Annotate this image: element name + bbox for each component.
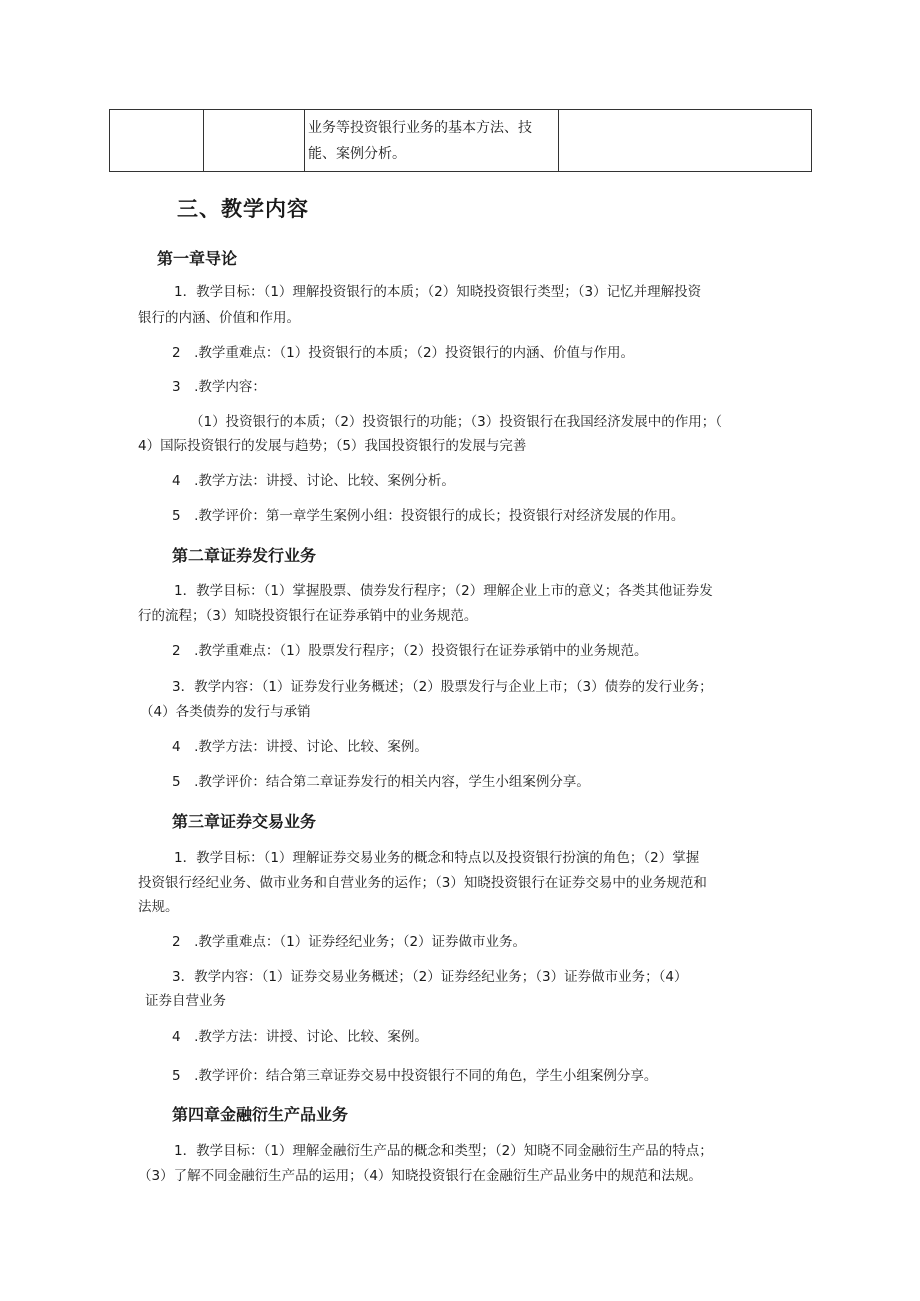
paragraph-line: 法规。: [138, 899, 179, 915]
table-cell: [110, 110, 204, 172]
paragraph-line: 1．教学目标：（1）理解金融衍生产品的概念和类型；（2）知晓不同金融衍生产品的特点；: [174, 1143, 713, 1159]
paragraph-line: 1．教学目标：（1）理解投资银行的本质；（2）知晓投资银行类型；（3）记忆并理解投资: [174, 284, 702, 300]
paragraph-line: 5 .教学评价：第一章学生案例小组：投资银行的成长；投资银行对经济发展的作用。: [172, 508, 685, 524]
paragraph-line: 4 .教学方法：讲授、讨论、比较、案例。: [172, 1029, 428, 1045]
chapter-3-title: 第三章证券交易业务: [172, 812, 317, 831]
paragraph-line: （3）了解不同金融衍生产品的运用；（4）知晓投资银行在金融衍生产品业务中的规范和法规。: [138, 1168, 702, 1184]
paragraph-line: 5 .教学评价：结合第二章证券发行的相关内容，学生小组案例分享。: [172, 774, 590, 790]
paragraph-line: 4 .教学方法：讲授、讨论、比较、案例分析。: [172, 473, 455, 489]
paragraph-line: 3．教学内容：（1）证券发行业务概述；（2）股票发行与企业上市；（3）债券的发行业务；: [172, 679, 713, 695]
table-cell: [204, 110, 305, 172]
chapter-1-title: 第一章导论: [157, 249, 238, 268]
table-cell: [559, 110, 812, 172]
paragraph-line: 1．教学目标：（1）掌握股票、债券发行程序；（2）理解企业上市的意义；各类其他证券发: [174, 583, 713, 599]
paragraph-line: 投资银行经纪业务、做市业务和自营业务的运作；（3）知晓投资银行在证券交易中的业务规范和: [138, 875, 707, 891]
paragraph-line: 1．教学目标：（1）理解证券交易业务的概念和特点以及投资银行扮演的角色；（2）掌握: [174, 850, 700, 866]
section-title: 三、教学内容: [177, 197, 309, 221]
paragraph-line: 行的流程；（3）知晓投资银行在证券承销中的业务规范。: [138, 608, 478, 624]
paragraph-line: 3 .教学内容：: [172, 379, 266, 395]
paragraph-line: （1）投资银行的本质；（2）投资银行的功能；（3）投资银行在我国经济发展中的作用；（: [190, 414, 723, 430]
continuation-table: [109, 109, 812, 172]
paragraph-line: 4 .教学方法：讲授、讨论、比较、案例。: [172, 739, 428, 755]
paragraph-line: （4）各类债券的发行与承销: [140, 704, 311, 720]
paragraph-line: 5 .教学评价：结合第三章证券交易中投资银行不同的角色，学生小组案例分享。: [172, 1068, 658, 1084]
paragraph-line: 2 .教学重难点：（1）投资银行的本质；（2）投资银行的内涵、价值与作用。: [172, 345, 635, 361]
paragraph-line: 银行的内涵、价值和作用。: [138, 310, 300, 326]
chapter-4-title: 第四章金融衍生产品业务: [172, 1105, 349, 1124]
table-row: [110, 110, 812, 172]
paragraph-line: 2 .教学重难点：（1）证券经纪业务；（2）证券做市业务。: [172, 934, 527, 950]
paragraph-line: 证券自营业务: [145, 993, 226, 1009]
chapter-2-title: 第二章证券发行业务: [172, 546, 317, 565]
paragraph-line: 3．教学内容：（1）证券交易业务概述；（2）证券经纪业务；（3）证券做市业务；（4）: [172, 969, 688, 985]
paragraph-line: 2 .教学重难点：（1）股票发行程序；（2）投资银行在证券承销中的业务规范。: [172, 643, 648, 659]
table-cell: 业务等投资银行业务的基本方法、技能、案例分析。: [305, 110, 559, 172]
paragraph-line: 4）国际投资银行的发展与趋势；（5）我国投资银行的发展与完善: [138, 438, 527, 454]
